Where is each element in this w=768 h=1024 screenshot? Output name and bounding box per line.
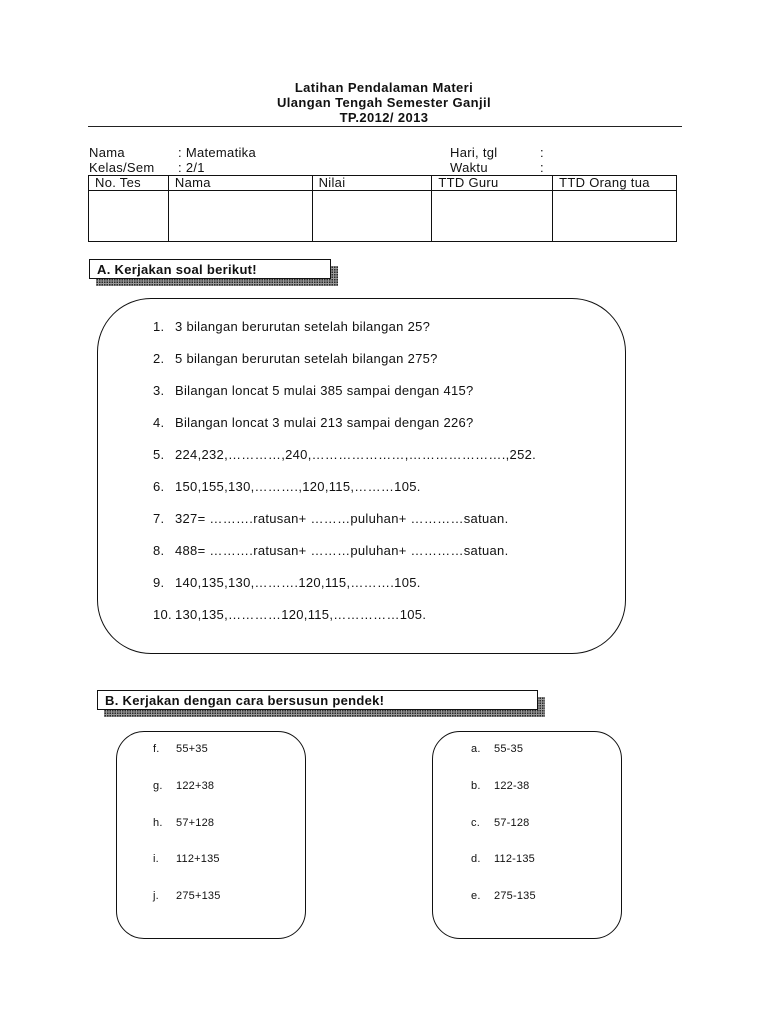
page-title: Latihan Pendalaman Materi <box>294 80 474 95</box>
item-expression: 55-35 <box>494 743 524 755</box>
item-expression: 57-128 <box>494 816 530 829</box>
item-letter: e. <box>471 890 481 903</box>
subtraction-item <box>471 816 536 853</box>
subtraction-item <box>471 779 536 816</box>
item-expression: 275+135 <box>176 890 221 903</box>
addition-list <box>153 742 221 926</box>
item-expression: 122-38 <box>494 779 530 792</box>
item-expression: 55+35 <box>176 743 208 755</box>
question-text: Bilangan loncat 3 mulai 213 sampai dengan 226? <box>175 415 474 430</box>
question-item <box>153 382 536 414</box>
question-text: Bilangan loncat 5 mulai 385 sampai dengan 415? <box>175 383 474 398</box>
addition-item <box>153 852 221 889</box>
kelas-label: Kelas/Sem <box>89 160 155 175</box>
question-number: 9. <box>153 575 165 590</box>
question-item <box>153 606 536 638</box>
waktu-label: Waktu <box>450 160 488 175</box>
col-nilai: Nilai <box>312 176 432 191</box>
addition-item <box>153 889 221 926</box>
item-expression: 122+38 <box>176 779 215 792</box>
question-text: 488= ……….ratusan+ ………puluhan+ …………satuan. <box>175 543 509 558</box>
header-divider <box>88 126 682 127</box>
item-letter: g. <box>153 779 163 792</box>
question-text: 5 bilangan berurutan setelah bilangan 275? <box>175 351 438 366</box>
cell-no-tes[interactable] <box>89 191 169 242</box>
hari-value: : <box>540 145 544 160</box>
question-item <box>153 350 536 382</box>
subtraction-list <box>471 742 536 926</box>
score-table-row <box>89 191 677 242</box>
col-ttd-orang-tua: TTD Orang tua <box>553 176 677 191</box>
section-a-question-list <box>153 318 536 638</box>
score-table-header-row <box>89 176 677 191</box>
subtraction-item <box>471 852 536 889</box>
item-expression: 275-135 <box>494 890 536 903</box>
item-letter: f. <box>153 743 160 755</box>
addition-item <box>153 779 221 816</box>
question-text: 3 bilangan berurutan setelah bilangan 25? <box>175 319 431 334</box>
question-number: 2. <box>153 351 165 366</box>
item-letter: a. <box>471 743 481 755</box>
section-b-heading: B. Kerjakan dengan cara bersusun pendek! <box>97 690 538 710</box>
question-item <box>153 318 536 350</box>
question-number: 4. <box>153 415 165 430</box>
kelas-value: : 2/1 <box>178 160 205 175</box>
question-text: 130,135,…………120,115,……………105. <box>175 607 427 622</box>
question-item <box>153 574 536 606</box>
item-letter: j. <box>153 890 159 903</box>
section-a-heading: A. Kerjakan soal berikut! <box>89 259 331 279</box>
waktu-value: : <box>540 160 544 175</box>
question-text: 224,232,…………,240,…………………,………………….,252. <box>175 447 537 462</box>
question-number: 1. <box>153 319 165 334</box>
question-number: 10. <box>153 607 172 622</box>
question-text: 327= ……….ratusan+ ………puluhan+ …………satuan. <box>175 511 509 526</box>
question-number: 8. <box>153 543 165 558</box>
item-letter: i. <box>153 853 159 866</box>
score-table <box>88 175 677 242</box>
school-year: TP.2012/ 2013 <box>339 110 429 125</box>
cell-nilai[interactable] <box>312 191 432 242</box>
cell-ttd-orang-tua[interactable] <box>553 191 677 242</box>
item-expression: 112-135 <box>494 853 535 866</box>
question-text: 140,135,130,……….120,115,……….105. <box>175 575 421 590</box>
question-item <box>153 414 536 446</box>
question-item <box>153 446 536 478</box>
question-item <box>153 542 536 574</box>
col-nama: Nama <box>168 176 312 191</box>
question-number: 5. <box>153 447 165 462</box>
addition-item <box>153 742 221 779</box>
question-text: 150,155,130,……….,120,115,………105. <box>175 479 421 494</box>
item-letter: c. <box>471 816 480 829</box>
page-subtitle: Ulangan Tengah Semester Ganjil <box>276 95 492 110</box>
col-ttd-guru: TTD Guru <box>432 176 553 191</box>
question-number: 7. <box>153 511 165 526</box>
cell-nama[interactable] <box>168 191 312 242</box>
question-item <box>153 510 536 542</box>
nama-label: Nama <box>89 145 125 160</box>
question-number: 3. <box>153 383 165 398</box>
cell-ttd-guru[interactable] <box>432 191 553 242</box>
item-expression: 112+135 <box>176 853 220 866</box>
col-no-tes: No. Tes <box>89 176 169 191</box>
item-expression: 57+128 <box>176 816 215 829</box>
nama-value: : Matematika <box>178 145 257 160</box>
subtraction-item <box>471 742 536 779</box>
item-letter: h. <box>153 816 163 829</box>
question-number: 6. <box>153 479 165 494</box>
item-letter: b. <box>471 779 481 792</box>
question-item <box>153 478 536 510</box>
item-letter: d. <box>471 853 481 866</box>
subtraction-item <box>471 889 536 926</box>
hari-label: Hari, tgl <box>450 145 498 160</box>
addition-item <box>153 816 221 853</box>
